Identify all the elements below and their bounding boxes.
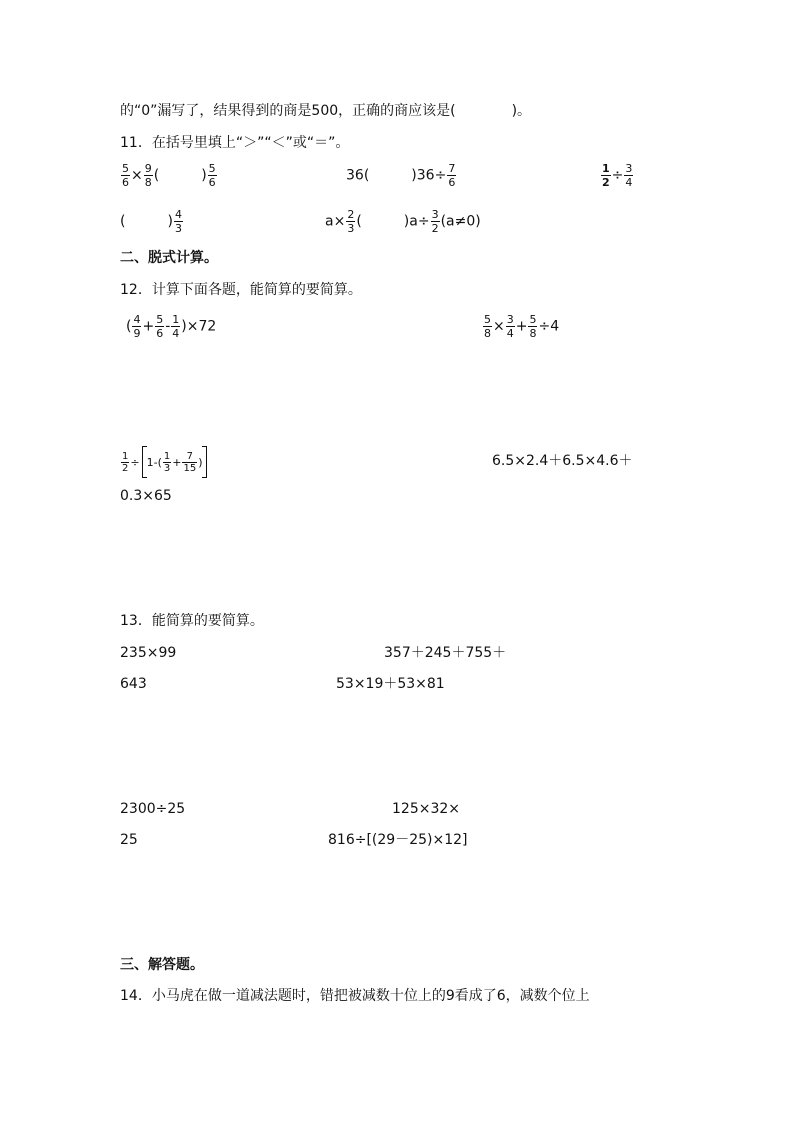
- fraction: $\frac{4}{3}$: [174, 208, 182, 235]
- fraction: $\frac{7}{15}$: [183, 450, 197, 474]
- q12-item-d-line2: 0.3×65: [120, 488, 172, 504]
- section-3-heading: 三、解答题。: [120, 957, 204, 973]
- fraction: $\frac{9}{8}$: [144, 162, 152, 189]
- fraction: $\frac{5}{8}$: [484, 313, 491, 340]
- question-12-title: 12．计算下面各题，能简算的要简算。: [120, 282, 362, 298]
- fraction: $\frac{5}{8}$: [529, 313, 537, 340]
- fraction: $\frac{1}{3}$: [163, 450, 171, 474]
- q13-item-f: 125×32×: [392, 801, 460, 817]
- fraction: $\frac{3}{4}$: [625, 162, 633, 189]
- q13-item-b: 357＋245＋755＋: [384, 645, 507, 661]
- fraction: $\frac{3}{4}$: [506, 313, 514, 340]
- text-line-quotient: 的“0”漏写了，结果得到的商是500，正确的商应该是( )。: [120, 103, 532, 119]
- fraction: $\frac{4}{9}$: [133, 313, 141, 340]
- q11-item-b: 36( )36÷ $\frac{7}{6}$: [346, 162, 456, 189]
- question-13-title: 13．能简算的要简算。: [120, 613, 264, 629]
- q13-item-d: 53×19＋53×81: [336, 676, 445, 692]
- q12-item-d-line1: 6.5×2.4＋6.5×4.6＋: [492, 453, 633, 469]
- q11-item-a: $\frac{5}{6}$ × $\frac{9}{8}$ ( ) $\frac{5}{6}$: [122, 162, 216, 189]
- q13-item-g: 25: [120, 832, 138, 848]
- right-bracket: [202, 446, 207, 478]
- q12-item-c: $\frac{1}{2}$ ÷ 1-( $\frac{1}{3}$ + $\frac{7}{15}$ ): [120, 446, 209, 478]
- fraction: $\frac{5}{6}$: [156, 313, 164, 340]
- answer-blank[interactable]: ( ): [153, 167, 207, 184]
- answer-blank[interactable]: ( ): [120, 213, 173, 230]
- q13-item-c: 643: [120, 676, 147, 692]
- fraction: $\frac{3}{2}$: [431, 208, 439, 235]
- fraction: $\frac{5}{6}$: [122, 162, 129, 189]
- q13-item-a: 235×99: [120, 645, 177, 661]
- q13-item-e: 2300÷25: [120, 801, 186, 817]
- question-14-text: 14．小马虎在做一道减法题时，错把被减数十位上的9看成了6，减数个位上: [120, 988, 590, 1004]
- answer-blank[interactable]: ( ): [356, 213, 410, 230]
- fraction: $\frac{1}{2}$: [602, 162, 610, 189]
- fraction: $\frac{1}{4}$: [172, 313, 180, 340]
- question-11-title: 11．在括号里填上“＞”“＜”或“＝”。: [120, 135, 350, 151]
- q11-item-d: [120, 208, 184, 235]
- fraction: $\frac{7}{6}$: [448, 162, 456, 189]
- q13-item-h: 816÷[(29－25)×12]: [328, 832, 468, 848]
- q12-item-b: $\frac{5}{8}$ × $\frac{3}{4}$ + $\frac{5}{8}$ ÷4: [484, 313, 560, 340]
- q11-item-e: a× $\frac{2}{3}$ ( )a÷ $\frac{3}{2}$ (a≠0): [325, 208, 481, 235]
- section-2-heading: 二、脱式计算。: [120, 250, 218, 266]
- answer-blank[interactable]: ( ): [363, 167, 417, 184]
- fraction: $\frac{2}{3}$: [347, 208, 355, 235]
- fraction: $\frac{1}{2}$: [122, 450, 129, 474]
- q12-item-a: ( $\frac{4}{9}$ + $\frac{5}{6}$ - $\frac{1}{4}$ )×72: [126, 313, 217, 340]
- q11-item-c: $\frac{1}{2}$ ÷ $\frac{3}{4}$: [602, 162, 633, 189]
- fraction: $\frac{5}{6}$: [208, 162, 216, 189]
